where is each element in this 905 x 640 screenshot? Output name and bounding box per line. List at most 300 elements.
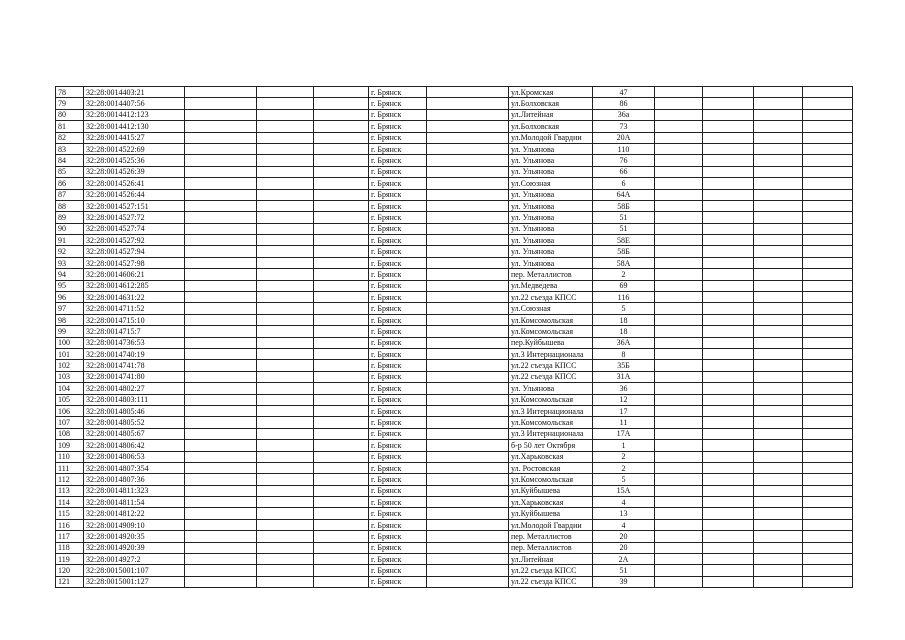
empty-cell	[754, 565, 803, 576]
city: г. Брянск	[369, 565, 427, 576]
empty-cell	[257, 223, 314, 234]
city: г. Брянск	[369, 132, 427, 143]
empty-cell	[803, 451, 853, 462]
cadastral-number: 32:28:0014715:10	[84, 314, 185, 325]
cadastral-number: 32:28:0014807:36	[84, 474, 185, 485]
empty-cell	[185, 497, 257, 508]
empty-cell	[314, 326, 369, 337]
house-number: 58Б	[593, 246, 655, 257]
table-row	[56, 132, 853, 143]
empty-cell	[185, 508, 257, 519]
empty-cell	[185, 257, 257, 268]
empty-cell	[803, 280, 853, 291]
table-row	[56, 576, 853, 587]
empty-cell	[427, 223, 509, 234]
empty-cell	[257, 166, 314, 177]
empty-cell	[655, 485, 703, 496]
empty-cell	[754, 98, 803, 109]
street: ул.Харьковская	[509, 451, 593, 462]
cadastral-number: 32:28:0014741:80	[84, 371, 185, 382]
empty-cell	[314, 303, 369, 314]
table-row	[56, 360, 853, 371]
empty-cell	[655, 371, 703, 382]
table-row	[56, 292, 853, 303]
street: ул.3 Интернационала	[509, 348, 593, 359]
city: г. Брянск	[369, 212, 427, 223]
empty-cell	[703, 405, 754, 416]
table-row	[56, 565, 853, 576]
empty-cell	[185, 348, 257, 359]
empty-cell	[257, 360, 314, 371]
row-number: 85	[56, 166, 84, 177]
street: ул.Куйбышева	[509, 508, 593, 519]
empty-cell	[257, 485, 314, 496]
empty-cell	[703, 531, 754, 542]
house-number: 8	[593, 348, 655, 359]
table-row	[56, 519, 853, 530]
empty-cell	[803, 519, 853, 530]
empty-cell	[655, 132, 703, 143]
empty-cell	[754, 280, 803, 291]
house-number: 64А	[593, 189, 655, 200]
city: г. Брянск	[369, 417, 427, 428]
house-number: 12	[593, 394, 655, 405]
empty-cell	[185, 360, 257, 371]
empty-cell	[803, 326, 853, 337]
empty-cell	[427, 87, 509, 98]
empty-cell	[257, 246, 314, 257]
cadastral-number: 32:28:0014525:36	[84, 155, 185, 166]
city: г. Брянск	[369, 235, 427, 246]
empty-cell	[257, 462, 314, 473]
house-number: 5	[593, 303, 655, 314]
house-number: 36а	[593, 109, 655, 120]
empty-cell	[185, 542, 257, 553]
empty-cell	[655, 576, 703, 587]
city: г. Брянск	[369, 440, 427, 451]
house-number: 2	[593, 451, 655, 462]
empty-cell	[257, 292, 314, 303]
empty-cell	[427, 405, 509, 416]
empty-cell	[655, 542, 703, 553]
empty-cell	[655, 462, 703, 473]
street: ул.Союзная	[509, 178, 593, 189]
empty-cell	[703, 383, 754, 394]
empty-cell	[803, 554, 853, 565]
empty-cell	[703, 417, 754, 428]
empty-cell	[655, 428, 703, 439]
empty-cell	[655, 508, 703, 519]
house-number: 35Б	[593, 360, 655, 371]
empty-cell	[754, 235, 803, 246]
row-number: 90	[56, 223, 84, 234]
empty-cell	[185, 132, 257, 143]
empty-cell	[427, 428, 509, 439]
empty-cell	[754, 576, 803, 587]
cadastral-number: 32:28:0014920:35	[84, 531, 185, 542]
empty-cell	[803, 143, 853, 154]
empty-cell	[803, 87, 853, 98]
empty-cell	[257, 200, 314, 211]
empty-cell	[185, 189, 257, 200]
street: ул.Болховская	[509, 121, 593, 132]
empty-cell	[655, 155, 703, 166]
empty-cell	[655, 326, 703, 337]
table-row	[56, 440, 853, 451]
empty-cell	[185, 98, 257, 109]
house-number: 18	[593, 314, 655, 325]
empty-cell	[754, 200, 803, 211]
table-row	[56, 417, 853, 428]
city: г. Брянск	[369, 292, 427, 303]
street: пер.Куйбышева	[509, 337, 593, 348]
house-number: 1	[593, 440, 655, 451]
empty-cell	[314, 292, 369, 303]
city: г. Брянск	[369, 223, 427, 234]
empty-cell	[257, 531, 314, 542]
empty-cell	[754, 348, 803, 359]
empty-cell	[703, 440, 754, 451]
city: г. Брянск	[369, 314, 427, 325]
street: ул.Куйбышева	[509, 485, 593, 496]
empty-cell	[754, 337, 803, 348]
street: ул. Ростовская	[509, 462, 593, 473]
empty-cell	[655, 87, 703, 98]
empty-cell	[257, 189, 314, 200]
empty-cell	[185, 314, 257, 325]
empty-cell	[185, 531, 257, 542]
cadastral-number: 32:28:0014526:39	[84, 166, 185, 177]
empty-cell	[754, 166, 803, 177]
empty-cell	[754, 394, 803, 405]
empty-cell	[703, 451, 754, 462]
house-number: 66	[593, 166, 655, 177]
city: г. Брянск	[369, 485, 427, 496]
empty-cell	[703, 554, 754, 565]
empty-cell	[185, 428, 257, 439]
cadastral-number: 32:28:0014811:54	[84, 497, 185, 508]
empty-cell	[754, 314, 803, 325]
empty-cell	[754, 143, 803, 154]
empty-cell	[185, 519, 257, 530]
empty-cell	[754, 417, 803, 428]
row-number: 116	[56, 519, 84, 530]
empty-cell	[314, 394, 369, 405]
empty-cell	[655, 257, 703, 268]
table-row	[56, 143, 853, 154]
empty-cell	[314, 576, 369, 587]
empty-cell	[655, 189, 703, 200]
empty-cell	[427, 542, 509, 553]
empty-cell	[427, 257, 509, 268]
empty-cell	[427, 178, 509, 189]
empty-cell	[257, 212, 314, 223]
empty-cell	[754, 246, 803, 257]
table-row	[56, 178, 853, 189]
city: г. Брянск	[369, 257, 427, 268]
table-row	[56, 451, 853, 462]
row-number: 106	[56, 405, 84, 416]
empty-cell	[703, 360, 754, 371]
street: ул.3 Интернационала	[509, 428, 593, 439]
row-number: 89	[56, 212, 84, 223]
empty-cell	[803, 508, 853, 519]
empty-cell	[314, 554, 369, 565]
empty-cell	[185, 235, 257, 246]
empty-cell	[314, 360, 369, 371]
empty-cell	[257, 542, 314, 553]
empty-cell	[703, 166, 754, 177]
empty-cell	[257, 269, 314, 280]
empty-cell	[703, 497, 754, 508]
empty-cell	[185, 326, 257, 337]
cadastral-number: 32:28:0014522:69	[84, 143, 185, 154]
street: ул.Болховская	[509, 98, 593, 109]
empty-cell	[803, 223, 853, 234]
empty-cell	[314, 257, 369, 268]
empty-cell	[257, 508, 314, 519]
empty-cell	[185, 337, 257, 348]
empty-cell	[185, 405, 257, 416]
empty-cell	[803, 371, 853, 382]
empty-cell	[703, 269, 754, 280]
empty-cell	[655, 314, 703, 325]
empty-cell	[185, 554, 257, 565]
row-number: 107	[56, 417, 84, 428]
empty-cell	[314, 565, 369, 576]
empty-cell	[257, 417, 314, 428]
empty-cell	[314, 508, 369, 519]
street: ул.Литейная	[509, 554, 593, 565]
empty-cell	[803, 485, 853, 496]
city: г. Брянск	[369, 542, 427, 553]
empty-cell	[655, 440, 703, 451]
empty-cell	[754, 440, 803, 451]
city: г. Брянск	[369, 178, 427, 189]
house-number: 13	[593, 508, 655, 519]
empty-cell	[655, 348, 703, 359]
empty-cell	[655, 394, 703, 405]
empty-cell	[314, 474, 369, 485]
empty-cell	[257, 132, 314, 143]
empty-cell	[185, 565, 257, 576]
table-row	[56, 462, 853, 473]
empty-cell	[257, 155, 314, 166]
cadastral-number: 32:28:0014527:94	[84, 246, 185, 257]
empty-cell	[314, 212, 369, 223]
empty-cell	[754, 519, 803, 530]
city: г. Брянск	[369, 200, 427, 211]
cadastral-number: 32:28:0014527:92	[84, 235, 185, 246]
empty-cell	[655, 98, 703, 109]
cadastral-number: 32:28:0014612:285	[84, 280, 185, 291]
city: г. Брянск	[369, 576, 427, 587]
empty-cell	[427, 474, 509, 485]
table-row	[56, 383, 853, 394]
empty-cell	[257, 428, 314, 439]
house-number: 2	[593, 462, 655, 473]
empty-cell	[257, 280, 314, 291]
house-number: 39	[593, 576, 655, 587]
cadastral-number: 32:28:0014412:130	[84, 121, 185, 132]
empty-cell	[655, 200, 703, 211]
table-row	[56, 223, 853, 234]
empty-cell	[703, 87, 754, 98]
empty-cell	[754, 121, 803, 132]
empty-cell	[257, 326, 314, 337]
empty-cell	[257, 554, 314, 565]
house-number: 5	[593, 474, 655, 485]
empty-cell	[257, 576, 314, 587]
empty-cell	[314, 223, 369, 234]
city: г. Брянск	[369, 269, 427, 280]
house-number: 86	[593, 98, 655, 109]
empty-cell	[427, 565, 509, 576]
empty-cell	[703, 121, 754, 132]
empty-cell	[427, 200, 509, 211]
cadastral-number: 32:28:0014711:52	[84, 303, 185, 314]
empty-cell	[314, 246, 369, 257]
street: ул.22 съезда КПСС	[509, 292, 593, 303]
empty-cell	[185, 440, 257, 451]
empty-cell	[754, 485, 803, 496]
empty-cell	[257, 394, 314, 405]
empty-cell	[257, 109, 314, 120]
table-row	[56, 314, 853, 325]
empty-cell	[703, 519, 754, 530]
empty-cell	[703, 485, 754, 496]
empty-cell	[427, 337, 509, 348]
house-number: 31А	[593, 371, 655, 382]
empty-cell	[314, 314, 369, 325]
empty-cell	[754, 178, 803, 189]
street: ул.22 съезда КПСС	[509, 565, 593, 576]
empty-cell	[185, 303, 257, 314]
cadastral-number: 32:28:0014606:21	[84, 269, 185, 280]
house-number: 58Е	[593, 235, 655, 246]
table-row	[56, 269, 853, 280]
street: пер. Металлистов	[509, 531, 593, 542]
house-number: 51	[593, 565, 655, 576]
cadastral-number: 32:28:0014715:7	[84, 326, 185, 337]
street: ул.Молодой Гвардии	[509, 132, 593, 143]
empty-cell	[703, 246, 754, 257]
table-row	[56, 508, 853, 519]
empty-cell	[803, 132, 853, 143]
empty-cell	[314, 98, 369, 109]
empty-cell	[314, 109, 369, 120]
street: ул.22 съезда КПСС	[509, 371, 593, 382]
empty-cell	[754, 371, 803, 382]
table-row	[56, 212, 853, 223]
empty-cell	[703, 155, 754, 166]
empty-cell	[703, 235, 754, 246]
city: г. Брянск	[369, 462, 427, 473]
city: г. Брянск	[369, 326, 427, 337]
empty-cell	[314, 371, 369, 382]
cadastral-number: 32:28:0014805:46	[84, 405, 185, 416]
city: г. Брянск	[369, 143, 427, 154]
house-number: 58А	[593, 257, 655, 268]
cadastral-number: 32:28:0014527:98	[84, 257, 185, 268]
house-number: 116	[593, 292, 655, 303]
empty-cell	[803, 292, 853, 303]
empty-cell	[314, 485, 369, 496]
city: г. Брянск	[369, 531, 427, 542]
street: ул. Ульянова	[509, 257, 593, 268]
empty-cell	[703, 143, 754, 154]
cadastral-number: 32:28:0014527:72	[84, 212, 185, 223]
cadastral-number: 32:28:0014803:111	[84, 394, 185, 405]
empty-cell	[185, 87, 257, 98]
row-number: 86	[56, 178, 84, 189]
table-row	[56, 166, 853, 177]
city: г. Брянск	[369, 348, 427, 359]
empty-cell	[803, 565, 853, 576]
empty-cell	[803, 178, 853, 189]
row-number: 118	[56, 542, 84, 553]
table-row	[56, 485, 853, 496]
empty-cell	[655, 166, 703, 177]
empty-cell	[314, 440, 369, 451]
empty-cell	[314, 155, 369, 166]
empty-cell	[427, 280, 509, 291]
city: г. Брянск	[369, 280, 427, 291]
table-row	[56, 155, 853, 166]
empty-cell	[257, 337, 314, 348]
empty-cell	[185, 383, 257, 394]
city: г. Брянск	[369, 405, 427, 416]
empty-cell	[314, 166, 369, 177]
empty-cell	[314, 428, 369, 439]
empty-cell	[655, 303, 703, 314]
city: г. Брянск	[369, 189, 427, 200]
empty-cell	[803, 474, 853, 485]
empty-cell	[803, 212, 853, 223]
cadastral-number: 32:28:0014412:123	[84, 109, 185, 120]
empty-cell	[257, 314, 314, 325]
street: ул.3 Интернационала	[509, 405, 593, 416]
empty-cell	[754, 542, 803, 553]
row-number: 112	[56, 474, 84, 485]
empty-cell	[185, 417, 257, 428]
row-number: 109	[56, 440, 84, 451]
cadastral-number: 32:28:0014740:19	[84, 348, 185, 359]
empty-cell	[427, 348, 509, 359]
empty-cell	[655, 565, 703, 576]
empty-cell	[655, 451, 703, 462]
city: г. Брянск	[369, 360, 427, 371]
empty-cell	[314, 497, 369, 508]
empty-cell	[703, 178, 754, 189]
empty-cell	[803, 189, 853, 200]
empty-cell	[185, 212, 257, 223]
empty-cell	[803, 314, 853, 325]
empty-cell	[703, 292, 754, 303]
empty-cell	[185, 269, 257, 280]
house-number: 36А	[593, 337, 655, 348]
city: г. Брянск	[369, 121, 427, 132]
row-number: 114	[56, 497, 84, 508]
empty-cell	[257, 371, 314, 382]
empty-cell	[427, 155, 509, 166]
empty-cell	[754, 428, 803, 439]
cadastral-number: 32:28:0014741:78	[84, 360, 185, 371]
house-number: 2	[593, 269, 655, 280]
empty-cell	[655, 417, 703, 428]
row-number: 119	[56, 554, 84, 565]
city: г. Брянск	[369, 451, 427, 462]
